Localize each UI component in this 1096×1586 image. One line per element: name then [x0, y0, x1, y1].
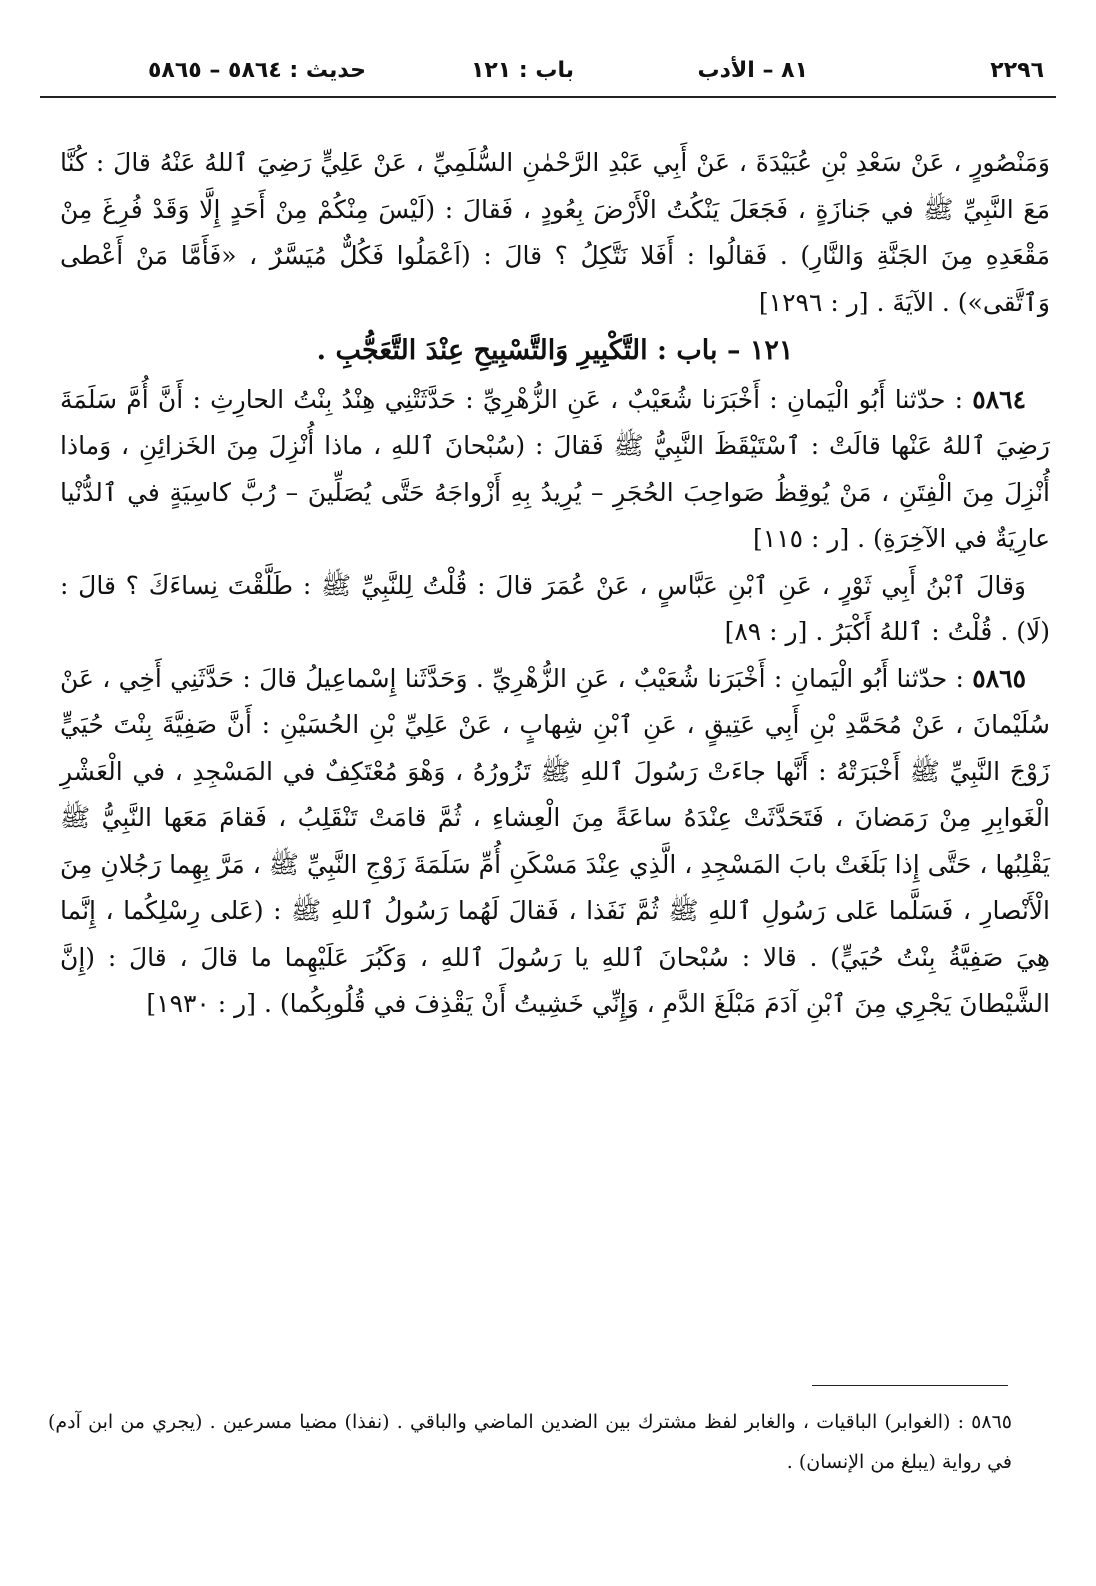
- chapter-heading: ١٢١ – باب : التَّكْبِيرِ وَالتَّسْبِيحِ عِنْدَ التَّعَجُّبِ .: [316, 335, 794, 366]
- hadith-number: ٥٨٦٥: [972, 663, 1026, 693]
- continuation-paragraph: وَمَنْصُورٍ ، عَنْ سَعْدِ بْنِ عُبَيْدَةَ ، عَنْ أَبِي عَبْدِ الرَّحْمٰنِ السُّلَمِيِّ ، عَنْ عَلِيٍّ رَضِيَ ٱللهُ عَنْهُ قالَ : كُنَّا مَعَ النَّبِيِّ ﷺ في جَنازَةٍ ، فَجَعَلَ يَنْكُتُ الْأَرْضَ بِعُودٍ ، فَقالَ : (لَيْسَ مِنْكُمْ مِنْ أَحَدٍ إِلَّا وَقَدْ فُرِغَ مِنْ مَقْعَدِهِ مِنَ الجَنَّةِ وَالنَّارِ) . فَقالُوا : أَفَلا نَتَّكِلُ ؟ قالَ : (اَعْمَلُوا فَكُلٌّ مُيَسَّرٌ ، «فَأَمَّا مَنْ أَعْطى وَٱتَّقى») . الآيَةَ . [ر : ١٢٩٦]: [60, 148, 1050, 317]
- hadith-range: حديث : ٥٨٦٤ – ٥٨٦٥: [148, 58, 366, 83]
- page-number: ٢٢٩٦: [990, 58, 1044, 83]
- chapter-number: باب : ١٢١: [470, 58, 574, 83]
- book-title: ٨١ – الأدب: [697, 58, 808, 83]
- footnote-text: ٥٨٦٥ : (الغوابر) الباقيات ، والغابر لفظ مشترك بين الضدين الماضي والباقي . (نفذا) مضيا مسرعين . (يجري من ابن آدم) في رواية (يبلغ من الإنسان) .: [48, 1411, 1012, 1473]
- main-text: [60, 140, 1050, 1028]
- hadith-text: : حدّثنا أَبُو الْيَمانِ : أَخْبَرَنا شُعَيْبٌ ، عَنِ الزُّهْرِيِّ . وَحَدَّثَنا إِسْماعِيلُ قالَ : حَدَّثَنِي أَخِي ، عَنْ سُلَيْمانَ ، عَنْ مُحَمَّدِ بْنِ أَبِي عَتِيقٍ ، عَنِ ٱبْنِ شِهابٍ ، عَنْ عَلِيِّ بْنِ الحُسَيْنِ : أَنَّ صَفِيَّةَ بِنْتَ حُيَيٍّ زَوْجَ النَّبِيِّ ﷺ أَخْبَرَتْهُ : أَنَّها جاءَتْ رَسُولَ ٱللهِ ﷺ تَزُورُهُ ، وَهْوَ مُعْتَكِفٌ في المَسْجِدِ ، في الْعَشْرِ الْغَوابِرِ مِنْ رَمَضانَ ، فَتَحَدَّثَتْ عِنْدَهُ ساعَةً مِنَ الْعِشاءِ ، ثُمَّ قامَتْ تَنْقَلِبُ ، فَقامَ مَعَها النَّبِيُّ ﷺ يَقْلِبُها ، حَتَّى إِذا بَلَغَتْ بابَ المَسْجِدِ ، الَّذِي عِنْدَ مَسْكَنِ أُمِّ سَلَمَةَ زَوْجِ النَّبِيِّ ﷺ ، مَرَّ بِهِما رَجُلانِ مِنَ الْأَنْصارِ ، فَسَلَّما عَلى رَسُولِ ٱللهِ ﷺ ثُمَّ نَفَذا ، فَقالَ لَهُما رَسُولُ ٱللهِ ﷺ : (عَلى رِسْلِكُما ، إِنَّما هِيَ صَفِيَّةُ بِنْتُ حُيَيٍّ) . قالا : سُبْحانَ ٱللهِ يا رَسُولَ ٱللهِ ، وَكَبُرَ عَلَيْهِما ما قالَ ، قالَ : (إِنَّ الشَّيْطانَ يَجْرِي مِنَ ٱبْنِ آدَمَ مَبْلَغَ الدَّمِ ، وَإِنِّي خَشِيتُ أَنْ يَقْذِفَ في قُلُوبِكُما) . [ر : ١٩٣٠]: [60, 663, 1050, 1018]
- narration-paragraph: وَقالَ ٱبْنُ أَبِي ثَوْرٍ ، عَنِ ٱبْنِ عَبَّاسٍ ، عَنْ عُمَرَ قالَ : قُلْتُ لِلنَّبِيِّ ﷺ : طَلَّقْتَ نِساءَكَ ؟ قالَ : (لَا) . قُلْتُ : ٱللهُ أَكْبَرُ . [ر : ٨٩]: [60, 570, 1050, 646]
- footnote-divider: [812, 1385, 1008, 1386]
- hadith-5864: [60, 377, 1050, 563]
- hadith-text: : حدّثنا أَبُو الْيَمانِ : أَخْبَرَنا شُعَيْبٌ ، عَنِ الزُّهْرِيِّ : حَدَّثَتْنِي هِنْدُ بِنْتُ الحارِثِ : أَنَّ أُمَّ سَلَمَةَ رَضِيَ ٱللهُ عَنْها قالَتْ : ٱسْتَيْقَظَ النَّبِيُّ ﷺ فَقالَ : (سُبْحانَ ٱللهِ ، ماذا أُنْزِلَ مِنَ الخَزائِنِ ، وَماذا أُنْزِلَ مِنَ الْفِتَنِ ، مَنْ يُوقِظُ صَواحِبَ الحُجَرِ – يُرِيدُ بِهِ أَزْواجَهُ حَتَّى يُصَلِّينَ – رُبَّ كاسِيَةٍ في ٱلدُّنْيا عارِيَةٌ في الآخِرَةِ) . [ر : ١١٥]: [60, 384, 1050, 553]
- footnote: [48, 1402, 1012, 1482]
- hadith-number: ٥٨٦٤: [972, 384, 1026, 414]
- running-header: [40, 52, 1056, 98]
- hadith-5865: [60, 656, 1050, 1028]
